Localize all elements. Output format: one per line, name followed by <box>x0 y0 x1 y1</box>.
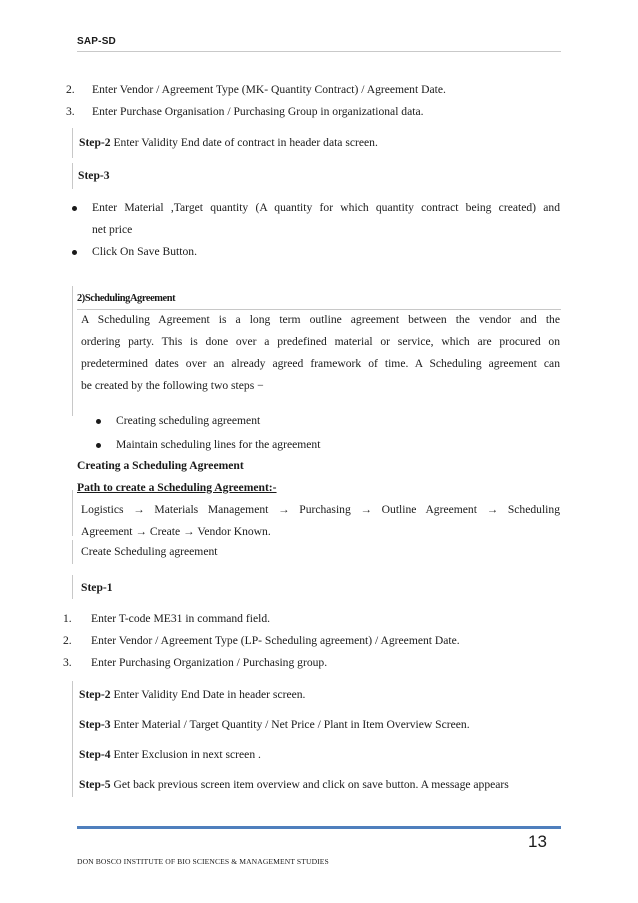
list-item-text: Enter Purchasing Organization / Purchasing group. <box>91 656 328 669</box>
running-header: SAP-SD <box>77 36 116 47</box>
paragraph-line: predetermined dates over an already agreed framework of time. A Scheduling agreement can <box>81 357 560 370</box>
step-heading: Step-1 <box>81 581 113 594</box>
box-border <box>72 681 73 797</box>
section-heading: 2)SchedulingAgreement <box>77 293 176 304</box>
subheading: Creating a Scheduling Agreement <box>77 459 244 472</box>
box-border <box>72 575 73 599</box>
path-heading: Path to create a Scheduling Agreement:- <box>77 481 277 494</box>
list-number: 1. <box>63 612 72 625</box>
step-text: Get back previous screen item overview and click on save button. A message appears <box>110 778 509 791</box>
header-divider <box>77 51 561 52</box>
label-text: Create Scheduling agreement <box>81 545 218 558</box>
step-paragraph <box>79 714 470 736</box>
page-number: 13 <box>528 832 547 851</box>
step-paragraph <box>79 684 305 706</box>
footer-divider <box>77 826 561 829</box>
box-border <box>72 286 73 416</box>
bullet-text: Enter Material ,Target quantity (A quantity for which quantity contract being created) and <box>92 201 560 214</box>
bullet-icon <box>72 250 77 255</box>
list-item <box>66 79 75 101</box>
step-text: Enter Validity End date of contract in header data screen. <box>110 136 378 149</box>
step-label: Step-5 <box>79 778 111 791</box>
step-text: Enter Material / Target Quantity / Net Price / Plant in Item Overview Screen. <box>110 718 470 731</box>
paragraph-line: be created by the following two steps − <box>81 379 264 392</box>
list-item-text: Enter T-code ME31 in command field. <box>91 612 271 625</box>
step-label: Step-2 <box>79 136 111 149</box>
step-text: Enter Validity End Date in header screen. <box>110 688 306 701</box>
box-border <box>72 540 73 564</box>
path-line: Logistics → Materials Management → Purchasing → Outline Agreement → Scheduling <box>81 503 560 516</box>
step-paragraph <box>79 132 378 154</box>
bullet-text: Click On Save Button. <box>92 245 197 258</box>
box-border <box>72 128 73 158</box>
bullet-text: Creating scheduling agreement <box>116 414 261 427</box>
list-item <box>66 101 75 123</box>
bullet-text-continuation: net price <box>92 223 133 236</box>
box-border <box>72 490 73 536</box>
list-number: 2. <box>66 83 75 96</box>
step-label: Step-2 <box>79 688 111 701</box>
bullet-icon <box>72 206 77 211</box>
paragraph-line: A Scheduling Agreement is a long term outline agreement between the vendor and the <box>81 313 560 326</box>
footer-institute: DON BOSCO INSTITUTE OF BIO SCIENCES & MANAGEMENT STUDIES <box>77 857 329 866</box>
step-heading: Step-3 <box>78 169 110 182</box>
step-label: Step-3 <box>79 718 111 731</box>
paragraph-line: ordering party. This is done over a predefined material or service, which are procured on <box>81 335 560 348</box>
path-line: Agreement → Create → Vendor Known. <box>81 525 271 538</box>
bullet-text: Maintain scheduling lines for the agreement <box>116 438 321 451</box>
step-paragraph <box>79 774 509 796</box>
list-number: 2. <box>63 634 72 647</box>
list-number: 3. <box>63 656 72 669</box>
list-item-text: Enter Vendor / Agreement Type (LP- Scheduling agreement) / Agreement Date. <box>91 634 460 647</box>
step-text: Enter Exclusion in next screen . <box>110 748 261 761</box>
step-label: Step-4 <box>79 748 111 761</box>
bullet-icon <box>96 443 101 448</box>
box-border <box>72 163 73 189</box>
step-paragraph <box>79 744 261 766</box>
list-item-text: Enter Purchase Organisation / Purchasing Group in organizational data. <box>92 105 424 118</box>
list-item-text: Enter Vendor / Agreement Type (MK- Quantity Contract) / Agreement Date. <box>92 83 446 96</box>
bullet-icon <box>96 419 101 424</box>
list-number: 3. <box>66 105 75 118</box>
